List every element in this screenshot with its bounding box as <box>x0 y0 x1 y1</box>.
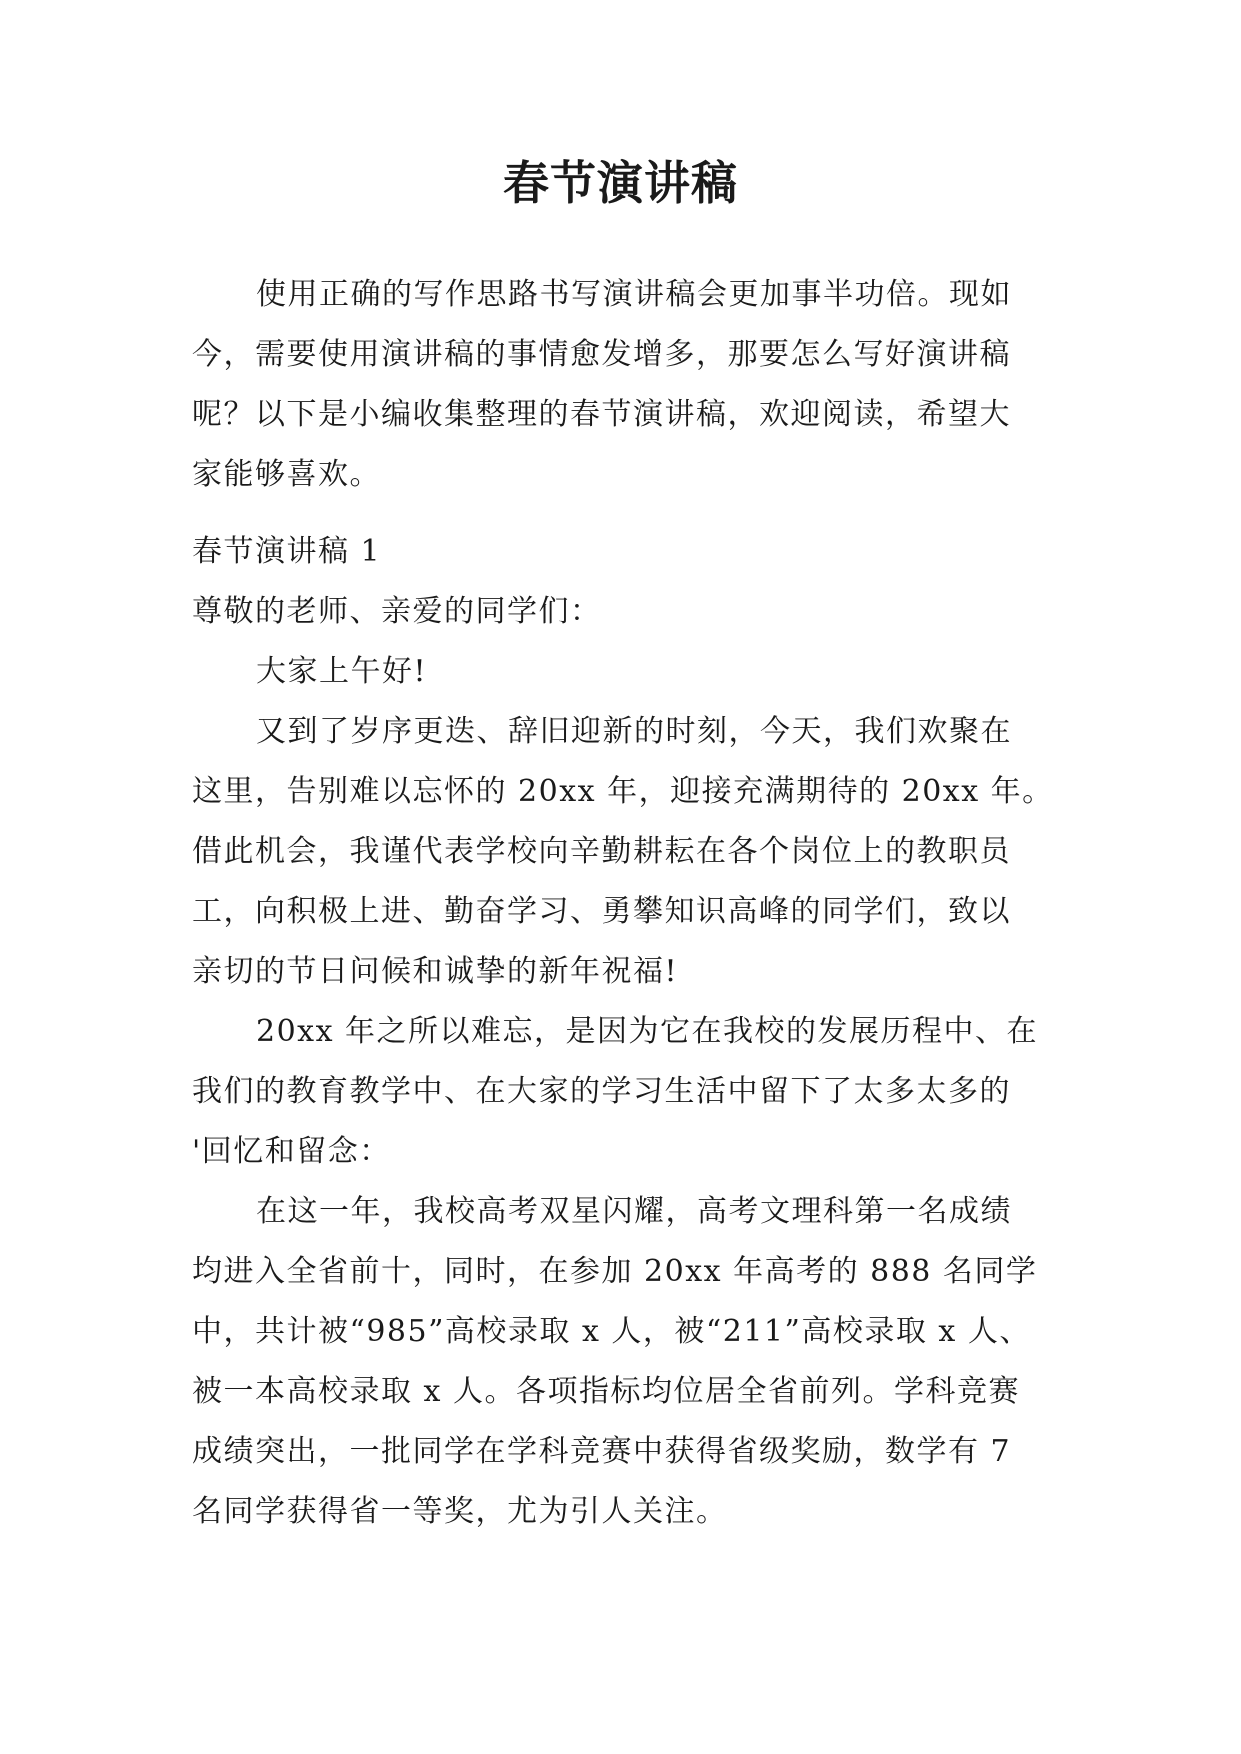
paragraph-line: 名同学获得省一等奖，尤为引人关注。 <box>192 1494 728 1529</box>
paragraph-line: 亲切的节日问候和诚挚的新年祝福! <box>192 954 679 989</box>
paragraph-line: '回忆和留念： <box>192 1134 391 1169</box>
intro-line: 使用正确的写作思路书写演讲稿会更加事半功倍。现如 <box>256 277 1012 312</box>
paragraph-line: 在这一年，我校高考双星闪耀，高考文理科第一名成绩 <box>256 1194 1012 1229</box>
paragraph-line: 我们的教育教学中、在大家的学习生活中留下了太多太多的 <box>192 1074 1011 1109</box>
paragraph-line: 成绩突出，一批同学在学科竞赛中获得省级奖励，数学有 7 <box>192 1434 1012 1469</box>
paragraph-line: 借此机会，我谨代表学校向辛勤耕耘在各个岗位上的教职员 <box>192 834 1011 869</box>
paragraph-line: 工，向积极上进、勤奋学习、勇攀知识高峰的同学们，致以 <box>192 894 1011 929</box>
section-heading: 春节演讲稿 1 <box>192 534 382 569</box>
intro-line: 今，需要使用演讲稿的事情愈发增多，那要怎么写好演讲稿 <box>192 337 1011 372</box>
document-title: 春节演讲稿 <box>503 156 738 210</box>
salutation: 尊敬的老师、亲爱的同学们： <box>192 594 602 629</box>
paragraph-line: 这里，告别难以忘怀的 20xx 年，迎接充满期待的 20xx 年。 <box>192 774 1054 809</box>
speech-body <box>192 522 1062 1542</box>
intro-line: 家能够喜欢。 <box>192 457 381 492</box>
intro-paragraph <box>192 265 1062 505</box>
paragraph-line: 均进入全省前十，同时，在参加 20xx 年高考的 888 名同学 <box>192 1254 1038 1289</box>
paragraph-line: 中，共计被“985”高校录取 x 人，被“211”高校录取 x 人、 <box>192 1314 1031 1349</box>
greeting: 大家上午好! <box>256 654 428 689</box>
paragraph-line: 又到了岁序更迭、辞旧迎新的时刻，今天，我们欢聚在 <box>256 714 1012 749</box>
paragraph-line: 20xx 年之所以难忘，是因为它在我校的发展历程中、在 <box>256 1014 1039 1049</box>
paragraph-line: 被一本高校录取 x 人。各项指标均位居全省前列。学科竞赛 <box>192 1374 1020 1409</box>
intro-line: 呢？以下是小编收集整理的春节演讲稿，欢迎阅读，希望大 <box>192 397 1011 432</box>
